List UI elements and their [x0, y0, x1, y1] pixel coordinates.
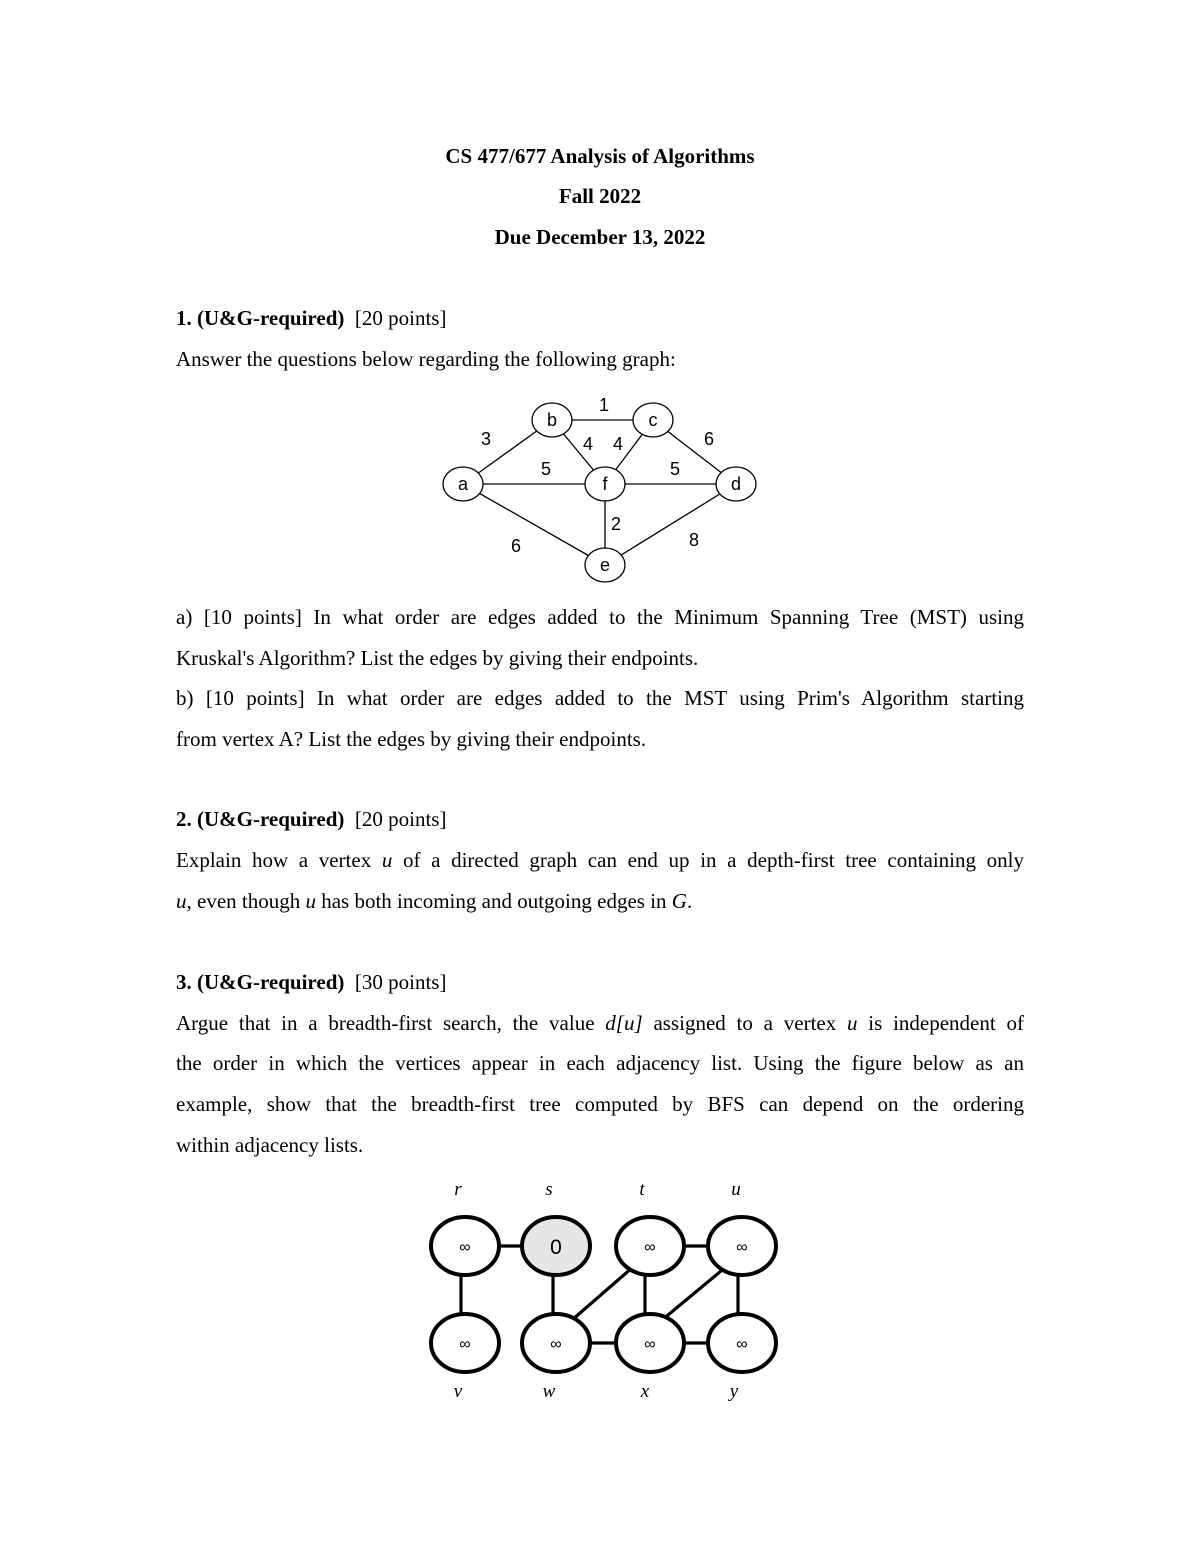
due-date: Due December 13, 2022: [494, 225, 706, 249]
q1-heading: [176, 306, 446, 331]
q3-heading: [176, 970, 446, 995]
q1-part-a-line2: Kruskal's Algorithm? List the edges by giving their endpoints.: [176, 646, 699, 670]
q3-line4: within adjacency lists.: [176, 1133, 364, 1157]
q2-line1-post: of a directed graph can end up in a depth-first tree containing only: [392, 848, 1024, 872]
node-w-value: ∞: [550, 1336, 562, 1353]
edge-a-e: [463, 484, 605, 565]
q3-var-u: u: [847, 1011, 858, 1035]
edge-x-u: [662, 1266, 727, 1320]
label-x: x: [640, 1381, 650, 1402]
node-d-label: d: [730, 474, 742, 494]
q3-line1-post: is independent of: [857, 1011, 1024, 1035]
q3-points: [30 points]: [354, 970, 447, 994]
label-v: v: [453, 1381, 463, 1402]
node-t-value: ∞: [644, 1239, 656, 1256]
q3-line1-pre: Argue that in a breadth-first search, the value: [176, 1011, 606, 1035]
q2-line1-pre: Explain how a vertex: [176, 848, 382, 872]
node-a-label: a: [457, 474, 469, 494]
node-v-value: ∞: [459, 1336, 471, 1353]
label-s: s: [545, 1179, 553, 1200]
q1-number: 1.: [176, 306, 192, 330]
weight-f-d: 5: [669, 459, 681, 479]
node-u-value: ∞: [736, 1239, 748, 1256]
node-c-label: c: [648, 410, 658, 430]
q2-points: [20 points]: [354, 807, 447, 831]
q1-part-b-line1: b) [10 points] In what order are edges added to the MST using Prim's Algorithm starting: [176, 686, 1024, 710]
q2-line1: [176, 848, 1024, 873]
q2-var-G: G: [671, 889, 687, 913]
q3-line2: the order in which the vertices appear in each adjacency list. Using the figure below as an: [176, 1051, 1024, 1075]
weight-c-d: 6: [703, 429, 715, 449]
weight-f-e: 2: [610, 514, 622, 534]
q1-intro: Answer the questions below regarding the following graph:: [176, 347, 676, 371]
weight-e-d: 8: [688, 530, 700, 550]
q1-part-a-line1: a) [10 points] In what order are edges added to the Minimum Spanning Tree (MST) using: [176, 605, 1024, 629]
q1-part-b-line2: from vertex A? List the edges by giving their endpoints.: [176, 727, 647, 751]
q2-line2-mid: , even though: [186, 889, 306, 913]
weight-a-e: 6: [510, 536, 522, 556]
label-t: t: [639, 1179, 645, 1200]
node-x-value: ∞: [644, 1336, 656, 1353]
node-r-value: ∞: [459, 1239, 471, 1256]
q3-tag: (U&G-required): [197, 970, 345, 994]
q2-period: .: [686, 889, 693, 913]
label-u: u: [731, 1179, 741, 1200]
label-y: y: [729, 1381, 739, 1402]
q3-number: 3.: [176, 970, 192, 994]
label-w: w: [542, 1381, 556, 1402]
node-s-value: 0: [550, 1236, 562, 1259]
q1-points: [20 points]: [354, 306, 447, 330]
q2-line2-post: has both incoming and outgoing edges in: [315, 889, 672, 913]
q3-bfs-graph: [420, 1170, 790, 1410]
q1-tag: (U&G-required): [197, 306, 345, 330]
course-title: CS 477/677 Analysis of Algorithms: [445, 144, 755, 168]
q2-number: 2.: [176, 807, 192, 831]
term: Fall 2022: [558, 184, 642, 208]
q3-d-u: d[u]: [605, 1011, 643, 1035]
q3-line3: example, show that the breadth-first tree computed by BFS can depend on the ordering: [176, 1092, 1024, 1116]
edge-w-t: [572, 1267, 633, 1320]
node-f-label: f: [602, 474, 608, 494]
weight-c-f: 4: [612, 434, 624, 454]
q1-weighted-graph: [430, 385, 770, 585]
edge-e-d: [605, 484, 736, 565]
q2-var-u: u: [381, 848, 393, 872]
q2-line2: [176, 889, 1024, 914]
q3-line1: [176, 1011, 1024, 1036]
weight-b-f: 4: [582, 434, 594, 454]
node-y-value: ∞: [736, 1336, 748, 1353]
label-r: r: [454, 1179, 462, 1200]
q2-var-u-2: u: [176, 889, 187, 913]
q2-var-u-3: u: [305, 889, 316, 913]
q3-line1-mid: assigned to a vertex: [642, 1011, 848, 1035]
node-b-label: b: [546, 410, 558, 430]
weight-b-c: 1: [598, 395, 610, 415]
node-e-label: e: [599, 555, 611, 575]
weight-a-b: 3: [480, 429, 492, 449]
weight-a-f: 5: [540, 459, 552, 479]
q2-tag: (U&G-required): [197, 807, 345, 831]
q2-heading: [176, 807, 446, 832]
